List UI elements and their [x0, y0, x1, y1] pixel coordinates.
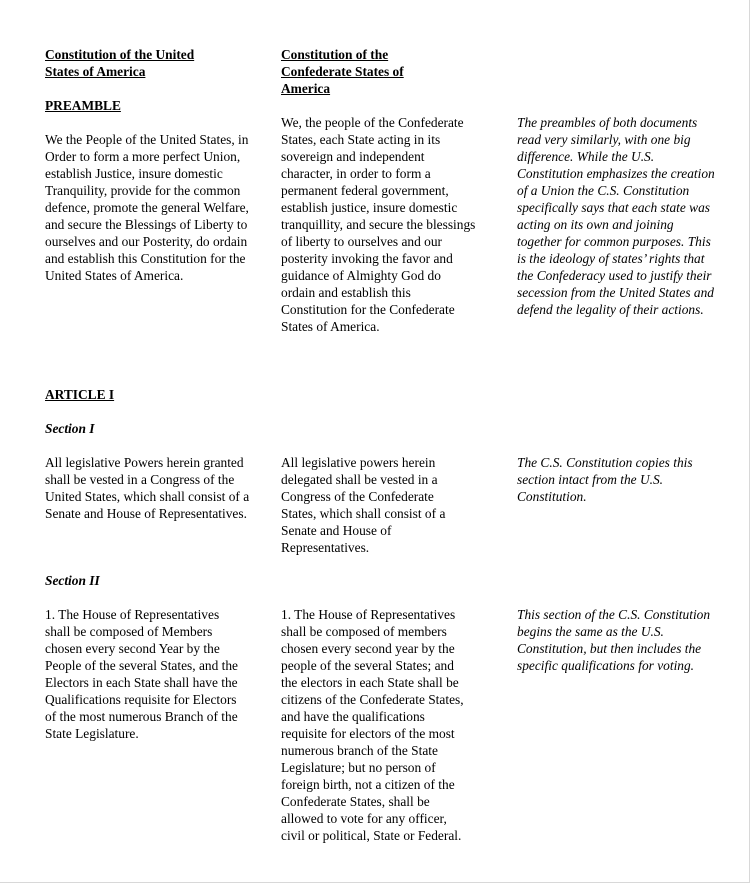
us-constitution-title: Constitution of the United States of America	[45, 47, 195, 79]
cs-constitution-title: Constitution of the Confederate States of America	[281, 47, 404, 96]
section-1-commentary: The C.S. Constitution copies this section intact from the U.S. Constitution.	[517, 455, 693, 504]
section-2-heading: Section II	[45, 573, 100, 588]
preamble-commentary: The preambles of both documents read very similarly, with one big difference. While the U.S. Constitution emphasizes the creation of a Union the C.S. Constitution specifically says that each state was acting on its own and joining together for common purposes. This is the ideology of states’ rights that the Confederacy used to justify their secession from the United States and defend the legality of their actions.	[517, 115, 715, 317]
article-1-heading: ARTICLE I	[45, 387, 115, 402]
section-2-commentary: This section of the C.S. Constitution begins the same as the U.S. Constitution, but then includes the specific qualifications for voting.	[517, 607, 711, 673]
preamble-heading: PREAMBLE	[45, 98, 121, 113]
section-1-heading: Section I	[45, 421, 95, 436]
us-section-2-text: 1. The House of Representatives shall be composed of Members chosen every second Year by the People of the several States, and the Electors in each State shall have the Qualifications requisite for Electors of the most numerous Branch of the State Legislature.	[45, 607, 238, 741]
us-preamble-text: We the People of the United States, in Order to form a more perfect Union, establish Justice, insure domestic Tranquility, provide for the common defence, promote the general Welfare, and secure the Blessings of Liberty to ourselves and our Posterity, do ordain and establish this Constitution for the United States of America.	[45, 132, 249, 283]
cs-preamble-text: We, the people of the Confederate States, each State acting in its sovereign and independent character, in order to form a permanent federal government, establish justice, insure domestic tranquillity, and secure the blessings of liberty to ourselves and our posterity invoking the favor and guidance of Almighty God do ordain and establish this Constitution for the Confederate States of America.	[281, 115, 476, 334]
cs-section-1-text: All legislative powers herein delegated shall be vested in a Congress of the Confederate States, which shall consist of a Senate and House of Representatives.	[281, 455, 446, 555]
us-section-1-text: All legislative Powers herein granted shall be vested in a Congress of the United States, which shall consist of a Senate and House of Representatives.	[45, 455, 250, 521]
cs-section-2-text: 1. The House of Representatives shall be composed of members chosen every second year by the people of the several States; and the electors in each State shall be citizens of the Confederate States, and have the qualifications requisite for electors of the most numerous branch of the State Legislature; but no person of foreign birth, not a citizen of the Confederate States, shall be allowed to vote for any officer, civil or political, State or Federal.	[281, 607, 464, 843]
